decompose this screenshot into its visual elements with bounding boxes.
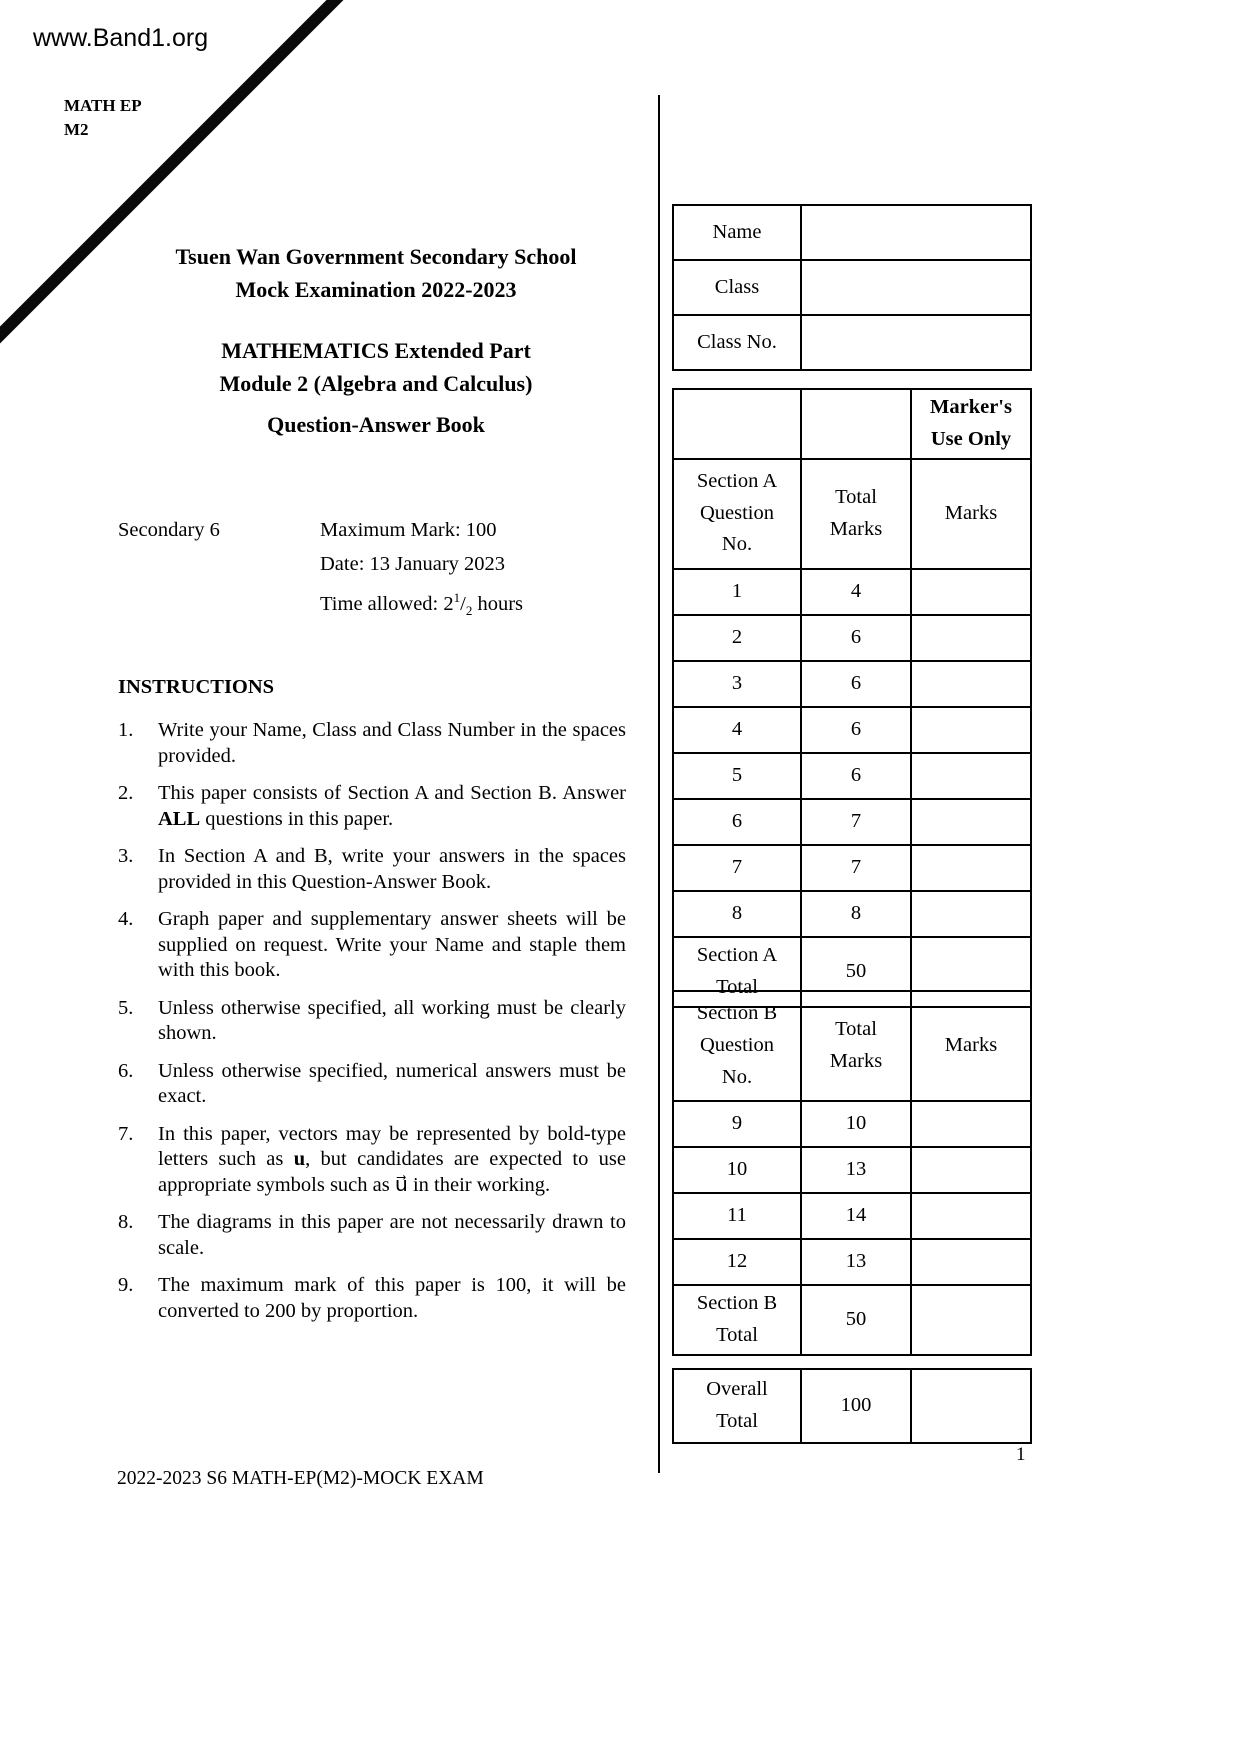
watermark-text: www.Band1.org	[33, 24, 209, 52]
instruction-text: The maximum mark of this paper is 100, it will be converted to 200 by proportion.	[158, 1274, 626, 1322]
table-row	[673, 891, 1031, 937]
table-row	[673, 389, 1031, 459]
instruction-number: 7.	[118, 1122, 134, 1145]
question-no-cell: 7	[673, 845, 801, 891]
question-no-cell: 1	[673, 569, 801, 615]
marks-cell	[911, 845, 1031, 891]
instruction-text: Unless otherwise specified, all working must be clearly shown.	[158, 996, 626, 1044]
section-a-question-no-header: Section A Question No.	[673, 459, 801, 569]
instruction-item	[118, 718, 626, 769]
table-row	[673, 707, 1031, 753]
marks-cell	[911, 1285, 1031, 1355]
total-marks-cell: 8	[801, 891, 911, 937]
total-marks-cell: 6	[801, 707, 911, 753]
module-name: Module 2 (Algebra and Calculus)	[219, 371, 533, 396]
overall-total-value: 100	[801, 1369, 911, 1443]
class-no-field	[801, 315, 1031, 370]
time-label: Time allowed: $2^1/_2$ hours	[320, 590, 524, 618]
question-no-cell: 3	[673, 661, 801, 707]
table-row	[673, 1369, 1031, 1443]
marks-cell	[911, 1101, 1031, 1147]
date-label: Date: 13 January 2023	[320, 552, 506, 575]
paper-code-line2: M2	[64, 120, 89, 139]
subject-name: MATHEMATICS Extended Part	[221, 338, 531, 363]
instruction-item	[118, 844, 626, 895]
table-row	[673, 845, 1031, 891]
instruction-number: 1.	[118, 719, 134, 741]
question-no-cell: 6	[673, 799, 801, 845]
instruction-number: 8.	[118, 1211, 134, 1233]
marks-cell	[911, 1147, 1031, 1193]
name-label: Name	[673, 205, 801, 260]
class-no-label: Class No.	[673, 315, 801, 370]
instruction-number: 5.	[118, 996, 134, 1019]
table-row	[673, 569, 1031, 615]
table-row	[673, 1101, 1031, 1147]
student-info-table	[672, 204, 1032, 371]
section-b-total-label: Section B Total	[673, 1285, 801, 1355]
section-b-marks-table	[672, 990, 1032, 1356]
fraction-denominator: 2	[465, 602, 473, 618]
empty-cell	[673, 389, 801, 459]
marks-cell	[911, 707, 1031, 753]
instruction-text: In this paper, vectors may be represented by bold-type letters such as u, but candidates are expected to use appropriate symbols such as u⃗ in their working.	[158, 1122, 626, 1196]
book-name: Question-Answer Book	[267, 412, 485, 437]
total-marks-header: Total Marks	[801, 459, 911, 569]
question-no-cell: 8	[673, 891, 801, 937]
level-label: Secondary 6	[118, 519, 220, 541]
table-row	[673, 1147, 1031, 1193]
instruction-text: This paper consists of Section A and Section B. Answer ALL questions in this paper.	[158, 782, 626, 830]
total-marks-cell: 7	[801, 845, 911, 891]
question-no-cell: 5	[673, 753, 801, 799]
instructions-list	[118, 718, 626, 1336]
page-number: 1	[1016, 1444, 1026, 1465]
instruction-text: Graph paper and supplementary answer sheets will be supplied on request. Write your Name and staple them with this book.	[158, 908, 626, 981]
exam-info-block	[118, 514, 523, 627]
table-row	[673, 1285, 1031, 1355]
instruction-item	[118, 781, 626, 832]
table-row	[673, 799, 1031, 845]
instruction-text: Unless otherwise specified, numerical answers must be exact.	[158, 1059, 626, 1107]
instruction-item	[118, 1059, 626, 1110]
instruction-number: 2.	[118, 782, 134, 804]
marks-cell	[911, 1369, 1031, 1443]
instruction-text: The diagrams in this paper are not necessarily drawn to scale.	[158, 1211, 626, 1259]
marks-cell	[911, 891, 1031, 937]
instruction-text: Write your Name, Class and Class Number in the spaces provided.	[158, 719, 626, 767]
exam-name: Mock Examination 2022-2023	[235, 277, 517, 302]
title-block	[110, 240, 642, 441]
table-row	[673, 205, 1031, 260]
question-no-cell: 4	[673, 707, 801, 753]
marks-cell	[911, 1239, 1031, 1285]
total-marks-cell: 6	[801, 661, 911, 707]
overall-total-table	[672, 1368, 1032, 1444]
question-no-cell: 9	[673, 1101, 801, 1147]
marks-cell	[911, 753, 1031, 799]
marks-cell	[911, 569, 1031, 615]
instruction-item	[118, 1273, 626, 1324]
question-no-cell: 11	[673, 1193, 801, 1239]
column-divider	[658, 95, 660, 1473]
question-no-cell: 12	[673, 1239, 801, 1285]
total-marks-cell: 13	[801, 1239, 911, 1285]
marks-cell	[911, 1193, 1031, 1239]
footer-exam-code: 2022-2023 S6 MATH-EP(M2)-MOCK EXAM	[117, 1468, 484, 1489]
marks-header: Marks	[911, 991, 1031, 1101]
table-row	[673, 753, 1031, 799]
instruction-item	[118, 996, 626, 1047]
table-row	[673, 661, 1031, 707]
instruction-number: 9.	[118, 1274, 134, 1296]
instruction-number: 6.	[118, 1059, 134, 1082]
fraction-numerator: 1	[453, 590, 461, 605]
table-row	[673, 459, 1031, 569]
instruction-item	[118, 907, 626, 984]
marks-header: Marks	[911, 459, 1031, 569]
question-no-cell: 2	[673, 615, 801, 661]
table-row	[673, 260, 1031, 315]
paper-code	[64, 94, 142, 142]
instruction-item	[118, 1122, 626, 1199]
total-marks-cell: 10	[801, 1101, 911, 1147]
marks-cell	[911, 615, 1031, 661]
markers-use-only-header: Marker's Use Only	[911, 389, 1031, 459]
table-row	[673, 1239, 1031, 1285]
class-field	[801, 260, 1031, 315]
paper-code-line1: MATH EP	[64, 96, 142, 115]
name-field	[801, 205, 1031, 260]
section-b-total-value: 50	[801, 1285, 911, 1355]
table-row	[673, 991, 1031, 1101]
total-marks-cell: 4	[801, 569, 911, 615]
instruction-text: In Section A and B, write your answers in the spaces provided in this Question-Answer Book.	[158, 845, 626, 893]
total-marks-cell: 14	[801, 1193, 911, 1239]
total-marks-cell: 13	[801, 1147, 911, 1193]
marks-cell	[911, 799, 1031, 845]
table-row	[673, 615, 1031, 661]
class-label: Class	[673, 260, 801, 315]
total-marks-cell: 7	[801, 799, 911, 845]
total-marks-header: Total Marks	[801, 991, 911, 1101]
total-marks-cell: 6	[801, 615, 911, 661]
instructions-heading: INSTRUCTIONS	[118, 676, 275, 698]
max-mark-label: Maximum Mark: 100	[320, 519, 497, 541]
section-a-total-value: 50	[801, 937, 911, 1007]
section-a-marks-table	[672, 388, 1032, 1008]
vector-symbol: u⃗	[394, 1173, 408, 1196]
section-a-total-label: Section A Total	[673, 937, 801, 1007]
question-no-cell: 10	[673, 1147, 801, 1193]
total-marks-cell: 6	[801, 753, 911, 799]
school-name: Tsuen Wan Government Secondary School	[175, 244, 577, 269]
marks-cell	[911, 661, 1031, 707]
empty-cell	[801, 389, 911, 459]
section-b-question-no-header: Section B Question No.	[673, 991, 801, 1101]
overall-total-label: Overall Total	[673, 1369, 801, 1443]
table-row	[673, 315, 1031, 370]
table-row	[673, 1193, 1031, 1239]
instruction-item	[118, 1210, 626, 1261]
instruction-number: 3.	[118, 845, 134, 867]
instruction-number: 4.	[118, 908, 134, 930]
